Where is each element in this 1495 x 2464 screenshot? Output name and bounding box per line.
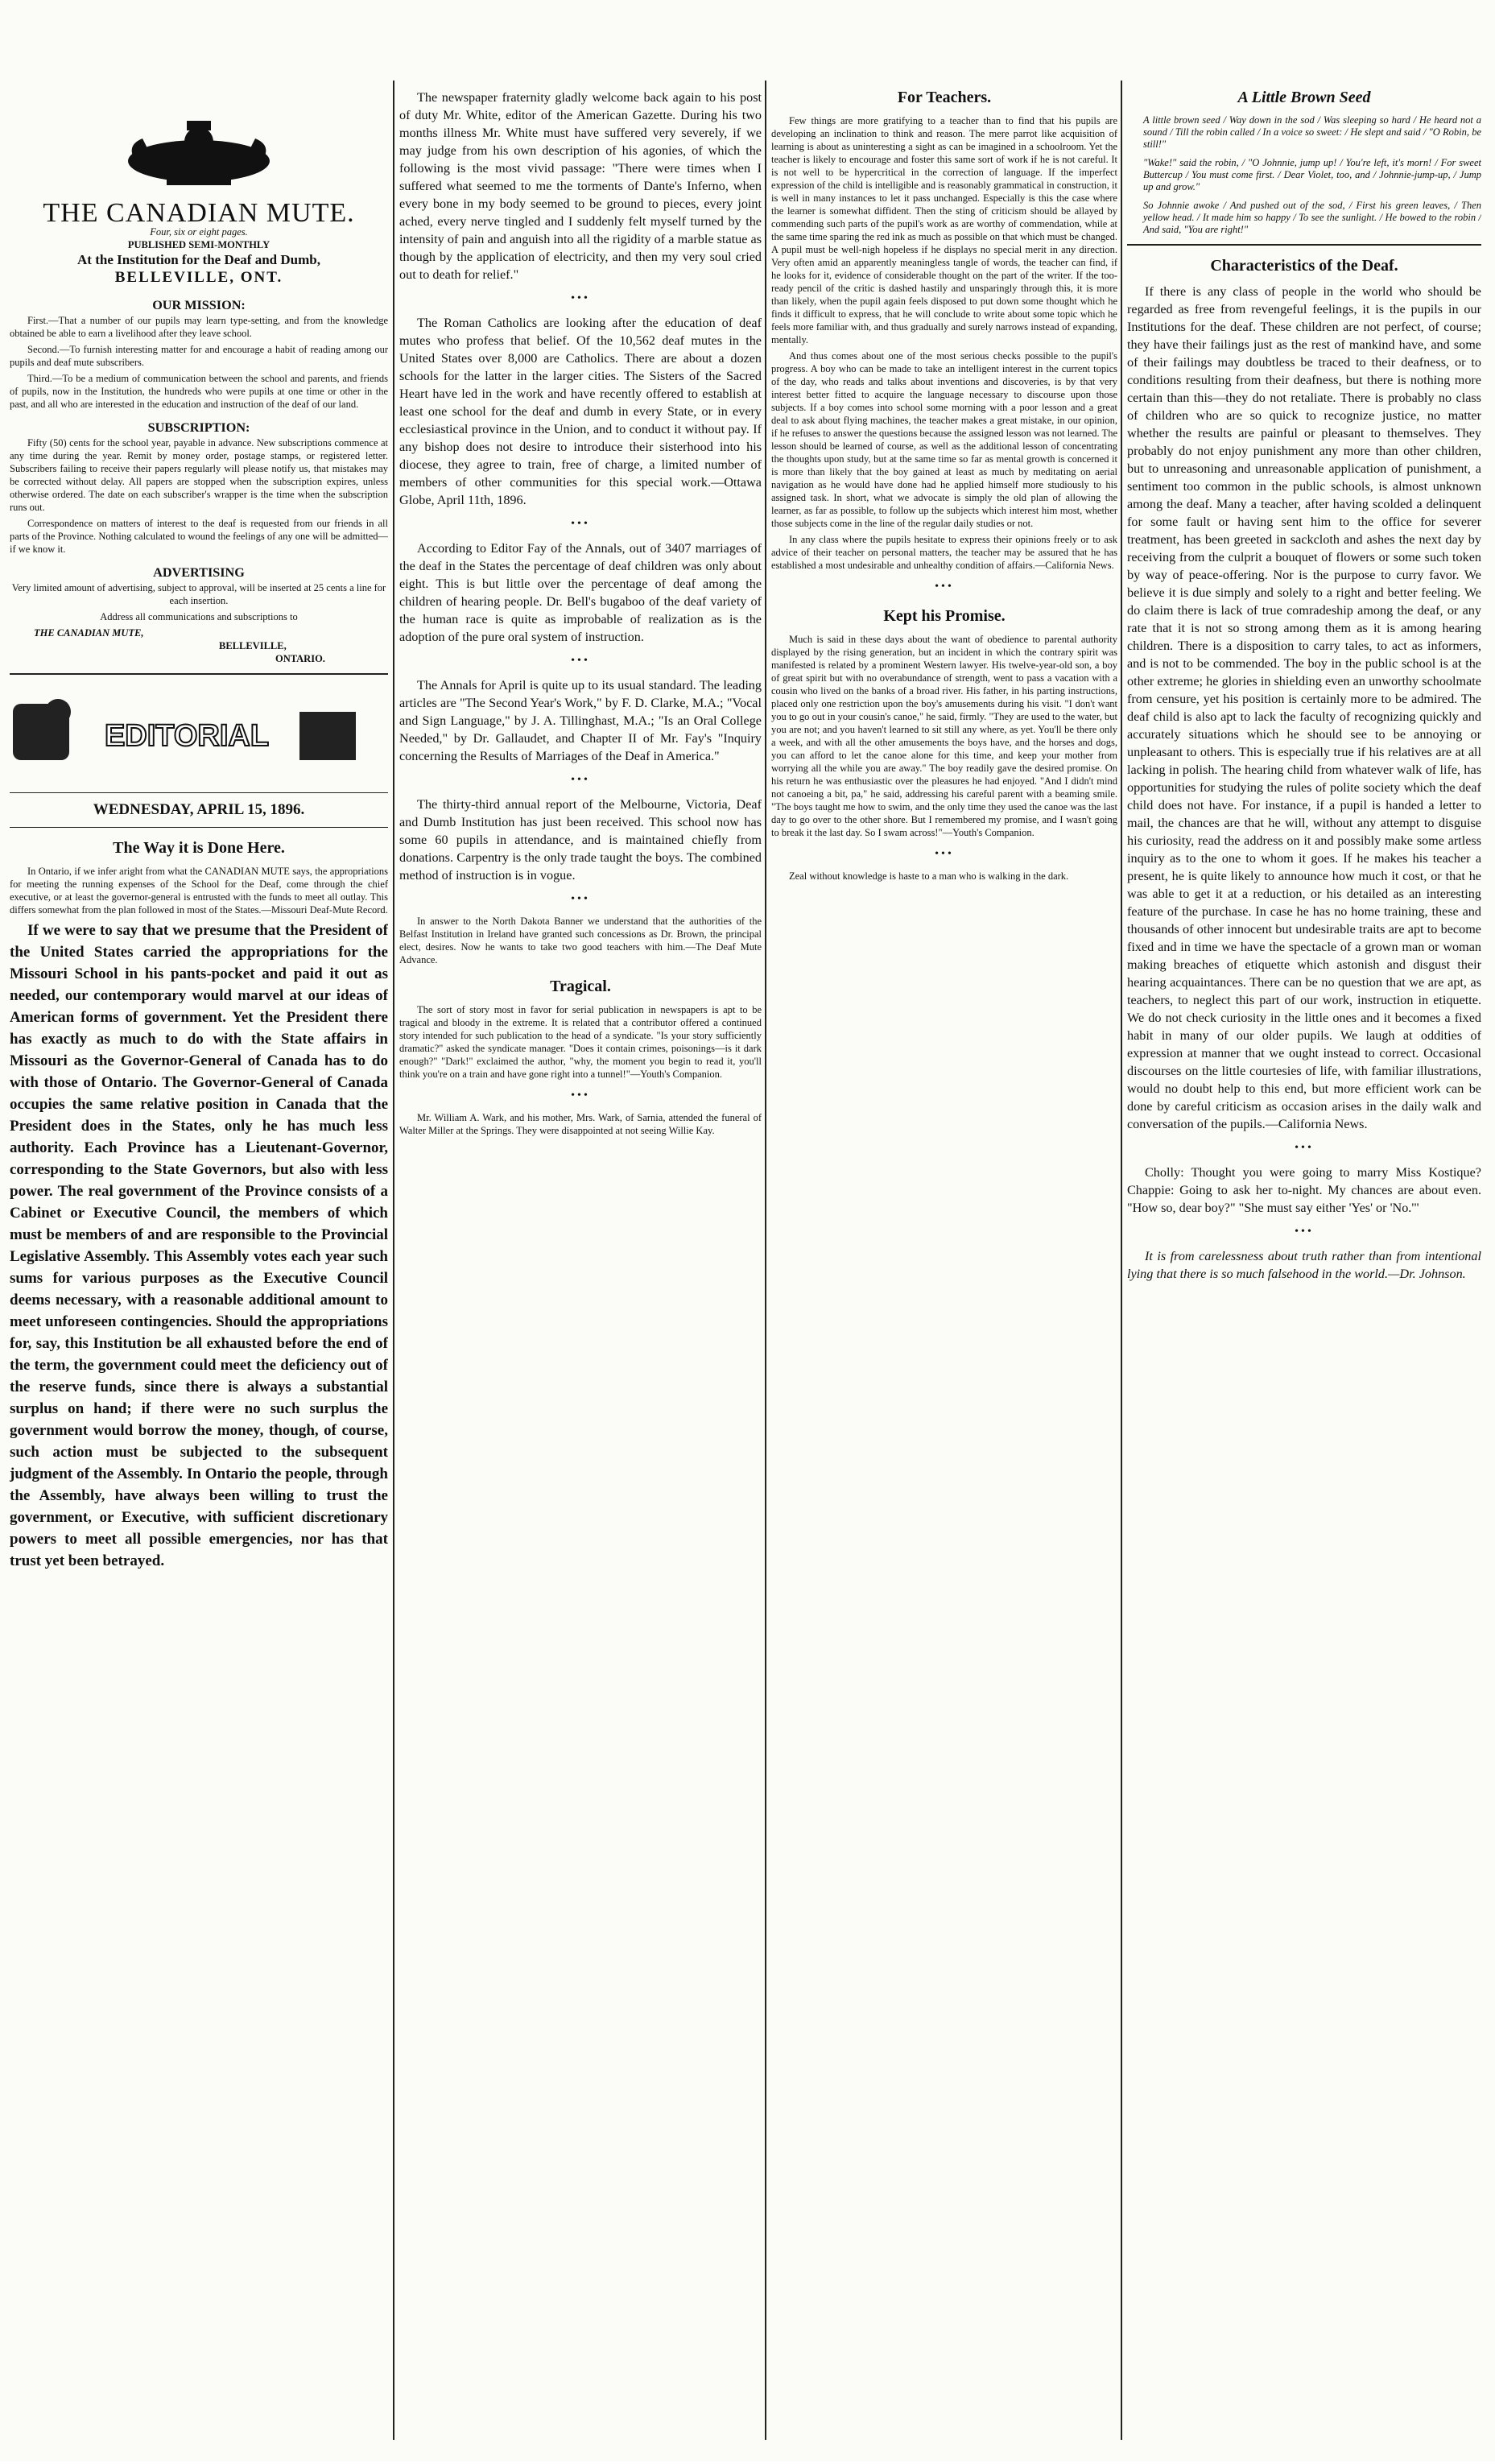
article-body: If we were to say that we presume that the President of the United States carried the appropriations for the Missouri School in his pants-pocket and paid it out as needed, our contemporary would marvel at our ideas of American forms of government. Yet the President there has exactly as much to do with the State affairs in Missouri as the Governor-General of Canada has to do with those of Ontario. The Governor-General of Canada occupies the same relative position in Canada that the President does in the States, only he has much less authority. Each Province has a Lieutenant-Governor, corresponding to the State Governors, but also with less power. The real government of the Province consists of a Cabinet or Executive Council, the members of which must be members of and are responsible to the Provincial Legislative Assembly. This Assembly votes each year such sums for various purposes as the Executive Council deems necessary, with a reasonable additional amount to meet unforeseen contingencies. Should the appropriations for, say, this Institution be all exhausted before the end of the term, the government could meet the deficiency out of the reserve funds, since there is always a substantial surplus on hand; if there were no such surplus the government would borrow the money, though, of course, such action must be subjected to the subsequent judgment of the Assembly. In Ontario the people, through the Assembly, have always been willing to trust the government, or Executive, with sufficient discretionary powers to meet all possible emergencies, nor has that trust yet been betrayed. — [10, 922, 388, 1569]
separator-ornament: ••• — [571, 893, 590, 905]
item-catholics: The Roman Catholics are looking after the education of deaf mutes who profess that belief. Of the 10,562 deaf mutes in the United States over 8,000 are Catholics. There are about a dozen schools for the latter in the larger cities. The Sisters of the Sacred Heart have led in the work and have recently offered to establish at least one school for the deaf and dumb in every State, or in every ecclesiastical province in the Union, and to conduct it without pay. If any bishop does not desire to introduce their sisterhood into his diocese, they agree to train, free of charge, a limited number of members of other communities for this special work.—Ottawa Globe, April 11th, 1896. — [399, 316, 762, 507]
item-zeal: Zeal without knowledge is haste to a man who is walking in the dark. — [789, 870, 1069, 882]
teachers-heading: For Teachers. — [897, 89, 992, 106]
mission-heading: OUR MISSION: — [152, 298, 246, 312]
seed-poem — [1127, 114, 1481, 236]
advertising-paper: THE CANADIAN MUTE, — [34, 627, 144, 639]
separator-ornament: ••• — [935, 581, 954, 593]
item-dakota: In answer to the North Dakota Banner we understand that the authorities of the Belfast Institution in Ireland have granted such concessions as Dr. Brown, the principal elect, desires. Now he wants to take two good teachers with him.—The Deaf Mute Advance. — [399, 916, 762, 965]
item-wark: Mr. William A. Wark, and his mother, Mrs. Wark, of Sarnia, attended the funeral of Walter Miller at the Springs. They were disappointed at not seeing Willie Kay. — [399, 1112, 762, 1136]
promise-heading: Kept his Promise. — [883, 607, 1006, 625]
separator-ornament: ••• — [1295, 1142, 1314, 1154]
subscription-heading: SUBSCRIPTION: — [147, 420, 250, 435]
item-johnson: It is from carelessness about truth rather than from intentional lying that there is so much falsehood in the world.—Dr. Johnson. — [1127, 1249, 1481, 1281]
mission-first: First.—That a number of our pupils may learn type-setting, and from the knowledge obtained be able to earn a livelihood after they leave school. — [10, 315, 388, 339]
masthead-pages: Four, six or eight pages. — [150, 226, 248, 238]
article-quote: In Ontario, if we infer aright from what the CANADIAN MUTE says, the appropriations for meeting the running expenses of the School for the Deaf, come through the chief executive, or at least the governor-general is entrusted with the funds to meet all outlay. This differs somewhat from the plan followed in most of the States.—Missouri Deaf-Mute Record. — [10, 866, 388, 916]
divider — [1127, 244, 1481, 246]
article-heading: The Way it is Done Here. — [113, 839, 285, 857]
masthead-institution: At the Institution for the Deaf and Dumb, — [77, 252, 320, 267]
item-tragical: The sort of story most in favor for serial publication in newspapers is apt to be tragical and bloody in the extreme. It is related that a contributor offered a continued story intended for such publication to the head of a syndicate. "Is your story sufficiently dramatic?" asked the syndicate manager. "Does it contain crimes, poisonings—is it dark enough?" "Dark!" exclaimed the author, "why, the moment you begin to read it, you'll think you're on a train and have gone right into a tunnel!"—Youth's Companion. — [399, 1004, 762, 1080]
separator-ornament: ••• — [571, 292, 590, 304]
advertising-address: Address all communications and subscriptions to — [100, 611, 298, 622]
column-2 — [399, 89, 762, 2440]
editorial-banner — [10, 688, 364, 776]
separator-ornament: ••• — [935, 848, 954, 860]
seed-heading: A Little Brown Seed — [1237, 89, 1371, 106]
separator-ornament: ••• — [571, 518, 590, 530]
separator-ornament: ••• — [1295, 1226, 1314, 1238]
item-characteristics: If there is any class of people in the world who should be regarded as free from revengeful feelings, it is the pupils in our Institutions for the deaf. These children are not perfect, of course; they have their failings just as the rest of mankind have, and some of their failings may doubtless be traced to their deafness, or to conditions resulting from their deafness, but there is nothing more certain than this—they do not retaliate. There is probably no class of children who are so quick to recognize justice, no matter whether the results are painful or pleasant to themselves. They probably do not enjoy punishment any more than other children, but to unreasoning and unreasonable application of punishment, a sentiment too common in the public schools, is almost unknown among the deaf. Many a teacher, after having scolded a delinquent for some fault or having sent him to the office for severer treatment, has been greeted in sackcloth and ashes the next day by receiving from the culprit a bouquet of flowers or some such token by way of peace-offering. Nor is the purpose to curry favor. We believe it is due simply and solely to a right and better feeling. We do claim there is lack of true comradeship among the deaf, or any rate that it is not so strong among them as it is among hearing children. There is a disposition to carry tales, to act as informers, and is not to be commended. The boy in the public school is at the other extreme; he glories in shielding even an unworthy schoolmate from censure, yet his position is certainly more to be admired. The deaf child is also apt to lack the faculty of recognizing quickly and accurately situations which he should see to be annoying or unpleasant to others. This is especially true if his relatives are at all lacking in polish. The hearing child from whatever walk of life, has opportunities for studying the rules of polite society which the deaf child does not have. For instance, if a pupil is handed a letter to mail, the chances are that he will, without any attempt to disguise his curiosity, read the address on it and possibly make some artless inquiry as to the one to whom it goes. If he makes his teacher a present, he is quite likely to announce how much it cost, or that he was able to get it at a reduction, or his detailed as an interesting feature of the purchase. In case he has no home training, these and thousands of other innocent but undesirable traits are apt to become fixed and in time we have the spectacle of a grown man or woman making breaches of etiquette which astonish and disgust their hearing acquaintances. There can be no question that we are apt, as teachers, to neglect this part of our work, instruction in etiquette. We do not check curiosity in the little ones and it becomes a fixed habit in many of our older pupils. We laugh at oddities of expression at manner that we ought instead to correct. Occasional discourses on the little courtesies of life, with familiar illustrations, would no doubt help to this end, but more efficient work can be done by careful criticism as occasion arises in the daily walk and conversation of the pupils.—California News. — [1127, 284, 1481, 1131]
subscription-text: Fifty (50) cents for the school year, payable in advance. New subscriptions commence at any time during the year. Remit by money order, postage stamps, or registered letter. Subscribers failing to receive their papers regularly will please notify us, that mistakes may be corrected without delay. All papers are stopped when the subscription expires, unless otherwise ordered. The date on each subscriber's wrapper is the time when the subscription runs out. — [10, 437, 388, 513]
divider — [10, 673, 388, 675]
poem-stanza: "Wake!" said the robin, / "O Johnnie, jump up! / You're left, it's morn! / For sweet Buttercup / You must come first. / Dear Violet, too, and / Johnnie-jump-up, / Jump up and grow." — [1143, 157, 1481, 192]
poem-stanza: So Johnnie awoke / And pushed out of the sod, / First his green leaves, / Then yellow head. / It made him so happy / To see the sunlight. / He bowed to the robin / And said, "You are right!" — [1143, 200, 1481, 235]
masthead-title: THE CANADIAN MUTE. — [43, 198, 355, 228]
tragical-heading: Tragical. — [550, 978, 611, 995]
column-4 — [1127, 89, 1481, 2440]
divider — [10, 792, 388, 793]
item-fay: According to Editor Fay of the Annals, out of 3407 marriages of the deaf in the States the percentage of deaf children was only about eight. This is but little over the percentage of deaf among the children of hearing people. Dr. Bell's bugaboo of the deaf variety of the human race is quite as improbable of realization as is the adoption of the pure oral system of instruction. — [399, 541, 762, 644]
separator-ornament: ••• — [571, 655, 590, 667]
advertising-text: Very limited amount of advertising, subject to approval, will be inserted at 25 cents a line for each insertion. — [11, 582, 386, 606]
advertising-heading: ADVERTISING — [153, 565, 245, 580]
item-white: The newspaper fraternity gladly welcome back again to his post of duty Mr. White, editor of the American Gazette. During his two months illness Mr. White must have suffered very severely, if we may judge from his own description of his agonies, of which the following is the most vivid passage: "There were times when I suffered what seemed to me the torments of Dante's Inferno, when every bone in my body seemed to be ground to pieces, every joint ached, every nerve tingled and I suddenly felt myself turned by the intensity of pain and anguish into all the rigidity of a marble statue as though by the application of electricity, and then my very soul cried out to death for relief." — [399, 90, 762, 282]
column-rule — [765, 81, 766, 2440]
item-melbourne: The thirty-third annual report of the Melbourne, Victoria, Deaf and Dumb Institution has just been received. This school now has some 60 pupils in attendance, and is maintained chiefly from donations. Carpentry is the only trade taught the boys. The combined method of instruction is in vogue. — [399, 797, 762, 883]
editorial-banner-text: EDITORIAL — [104, 719, 270, 753]
advertising-province: ONTARIO. — [275, 653, 325, 664]
separator-ornament: ••• — [571, 774, 590, 786]
subscription-note: Correspondence on matters of interest to the deaf is requested from our friends in all parts of the Province. Nothing calculated to wound the feelings of any one will be admitted—if we know it. — [10, 518, 388, 555]
divider — [10, 827, 388, 828]
advertising-city: BELLEVILLE, — [219, 640, 287, 651]
item-teachers: Few things are more gratifying to a teacher than to find that his pupils are developing an inclination to think and reason. The mere parrot like acquisition of learning is about as uninteresting a sight as can be imagined in a schoolroom. Yet the teacher is likely to encourage and foster this same sort of work if he is not careful. It is not well to be hypercritical in the correction of language. If the imperfect expression of the child is intelligible and is reasonably grammatical in construction, it is well in many instances to let it pass unchanged. Especially is this the case where the learner is somewhat diffident. Then the sting of criticism should be allayed by commending such parts of the pupil's work as are worthy of commendation, while at the same time sparing the red ink as much as possible on that which must be changed. A pupil must be well-nigh hopeless if he displays no special merit in any direction. Very often amid an apparently meaningless tangle of words, the teacher can find, if he looks for it, evidence of considerable thought on the part of the writer. If the too-ready pencil of the critic is dashed hastily and unsparingly through this, it is more than likely, when the pupil again feels disposed to put down some thought which he finds it difficult to express, that he will conclude to write about some topic which he feels more familiar with, and thus gradually and surely narrows instead of expanding, mentally. — [771, 115, 1117, 345]
masthead-published: PUBLISHED SEMI-MONTHLY — [127, 239, 271, 250]
characteristics-heading: Characteristics of the Deaf. — [1210, 257, 1398, 275]
masthead-place: BELLEVILLE, ONT. — [114, 269, 283, 286]
poem-stanza: A little brown seed / Way down in the sod / Was sleeping so hard / He heard not a sound / Till the robin called / In a voice so sweet: / He slept and said / "O Robin, be still!" — [1143, 114, 1481, 150]
column-3 — [771, 89, 1117, 2440]
column-1 — [10, 113, 388, 2464]
mission-third: Third.—To be a medium of communication between the school and parents, and friends of pupils, now in the Institution, the hundreds who were pupils at one time or other in the past, and all who are interested in the education and instruction of the deaf of our land. — [10, 373, 388, 410]
separator-ornament: ••• — [571, 1089, 590, 1102]
column-rule — [393, 81, 394, 2440]
item-cholly: Cholly: Thought you were going to marry Miss Kostique? Chappie: Going to ask her to-night. My chances are about even. "How so, dear boy?" "She must say either 'Yes' or 'No.'" — [1127, 1165, 1481, 1215]
item-teachers-2: And thus comes about one of the most serious checks possible to the pupil's progress. A boy who can be made to take an intelligent interest in the current topics of the day, who reads and talks about inventions and discoveries, is by that very interest better fitted to acquire the language necessary to discourse upon those subjects. If a boy comes into school some morning with a poor lesson and a great deal to ask about flying machines, the teacher makes a great mistake, in our opinion, if he refuses to answer the questions because the assigned lesson was not learned. The lesson should be learned of course, as well as the additional lesson of concentrating the thoughts upon study, but at the same time so far as mental growth is concerned it is more than likely that the boy gained at least as much by meditating on aerial navigation as he would have done had he applied himself more studiously to his assigned task. In short, what we advocate is simply the old plan of allowing the learner, as far as possible, to follow up the subjects which interest him most, whether those subjects come in the line of the regular daily studies or not. — [771, 350, 1117, 529]
item-promise: Much is said in these days about the want of obedience to parental authority displayed by the rising generation, but an incident in which the contrary spirit was manifested is related by a prominent Western lawyer. His twelve-year-old son, a boy of great spirit but with no overabundance of strength, went to pass a vacation with a cousin who lived on the banks of a broad river. His father, in his parting instructions, placed only one restriction upon the boy's amusements during his visit. "I don't want you to go out in your cousin's canoe," he said, firmly. "They are used to the water, but you are not; and you haven't learned to sit still any where, as yet. You'll be there only a week, and with all the other amusements the boys have, and the horses and dogs, you can afford to let the canoe alone for this time, and keep your mother from worrying all the while you are away." The boy readily gave the desired promise. On his return he was enthusiastic over the pleasures he had enjoyed. "And I didn't mind not canoeing a bit, pa," he said, addressing his careful parent with a beaming smile. "The boys taught me how to swim, and the only time they used the canoe was the last day to go over to the other shore. But I remembered my promise, and I wasn't going to break it the last day. So I swam across!"—Youth's Companion. — [771, 634, 1117, 838]
item-annals: The Annals for April is quite up to its usual standard. The leading articles are "The Second Year's Work," by F. D. Clarke, M.A.; "Vocal and Sign Language," by J. A. Tillinghast, M.A.; "Is an Oral College Needed," by Dr. Gallaudet, and Chapter II of Mr. Fay's "Inquiry concerning the Results of Marriages of the Deaf in America." — [399, 678, 762, 763]
item-teachers-3: In any class where the pupils hesitate to express their opinions freely or to ask advice of their teacher on personal matters, the teacher may be assured that he has established a most undesirable and unhealthy condition of affairs.—California News. — [771, 534, 1117, 571]
mission-second: Second.—To furnish interesting matter for and encourage a habit of reading among our pupils and deaf mute subscribers. — [10, 344, 388, 368]
editorial-date: WEDNESDAY, APRIL 15, 1896. — [93, 801, 305, 818]
crest-emblem — [118, 113, 279, 201]
column-rule — [1121, 81, 1122, 2440]
